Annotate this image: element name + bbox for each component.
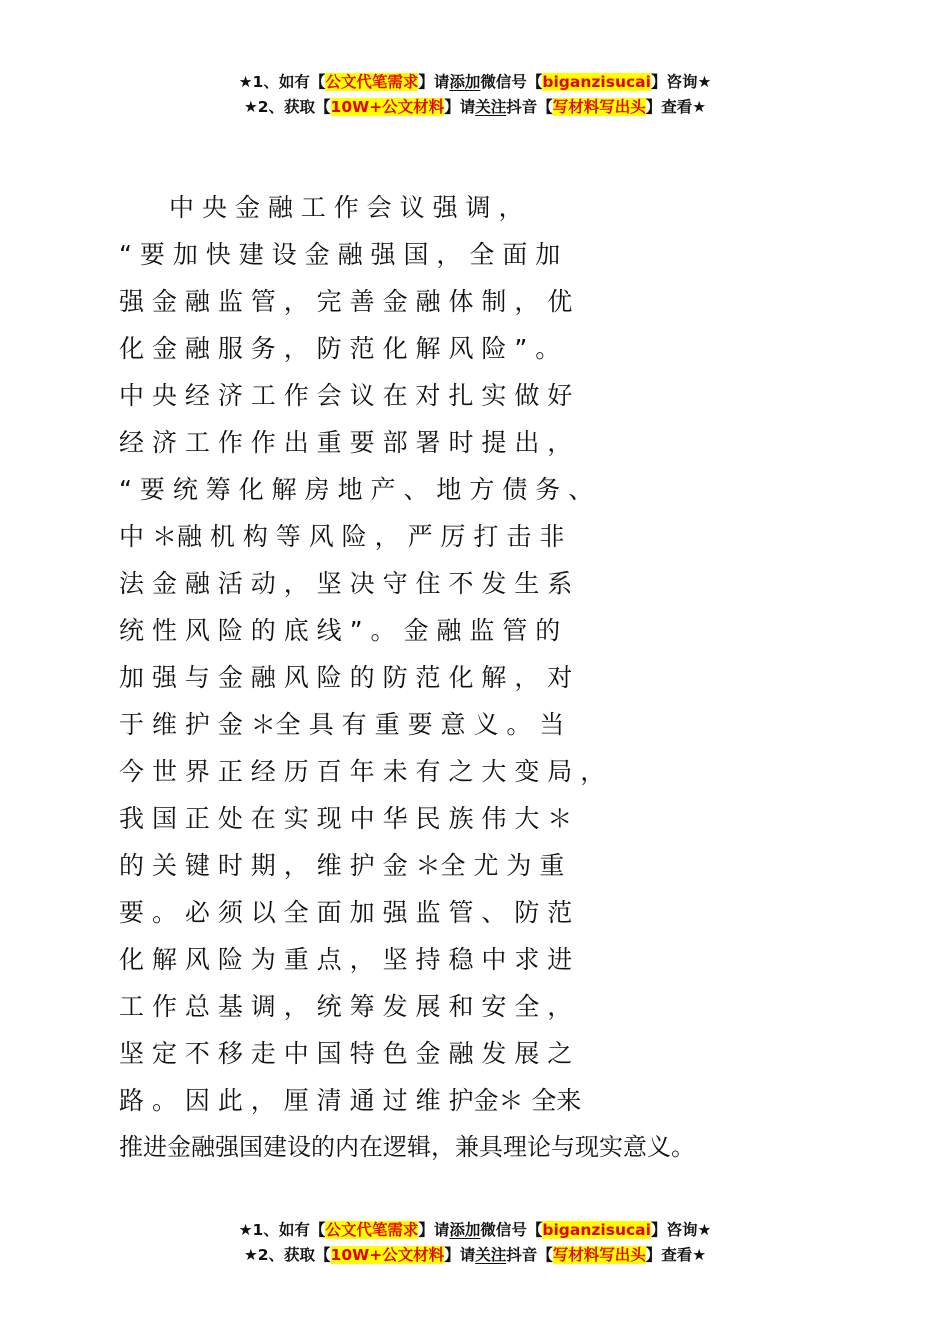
underlined-add: 添加 xyxy=(449,1221,481,1239)
body-line: 统 性 风 险 的 底 线 ” 。 金 融 监 管 的 xyxy=(119,616,561,645)
underlined-add: 添加 xyxy=(449,73,481,91)
body-line: 加 强 与 金 融 风 险 的 防 范 化 解 ， 对 xyxy=(119,663,573,692)
body-line: 化 解 风 险 为 重 点 ， 坚 持 稳 中 求 进 xyxy=(119,945,573,974)
body-line: 化 金 融 服 务 ， 防 范 化 解 风 险 ” 。 xyxy=(119,334,561,363)
body-line: 于 维 护 金 ＊全 具 有 重 要 意 义 。 当 xyxy=(119,710,565,739)
footer-line-1-wechat-label: 微信号【 xyxy=(480,1221,543,1239)
header-line-1-suffix: 】咨询★ xyxy=(650,73,712,91)
header-line-2-suffix: 】查看★ xyxy=(645,98,707,116)
underlined-follow: 关注 xyxy=(475,1246,507,1264)
highlight-materials: 10W+公文材料 xyxy=(330,1246,445,1264)
highlight-materials: 10W+公文材料 xyxy=(330,98,445,116)
header-line-2-douyin-label: 抖音【 xyxy=(506,98,553,116)
underlined-follow: 关注 xyxy=(475,98,507,116)
body-line: 坚 定 不 移 走 中 国 特 色 金 融 发 展 之 xyxy=(119,1039,573,1068)
footer-line-2-douyin-label: 抖音【 xyxy=(506,1246,553,1264)
body-line: “ 要 加 快 建 设 金 融 强 国 ， 全 面 加 xyxy=(119,240,561,269)
highlight-ghostwriting-service: 公文代笔需求 xyxy=(325,1221,419,1239)
body-line: “ 要 统 筹 化 解 房 地 产 、 地 方 债 务 、 xyxy=(119,475,594,504)
footer-banner xyxy=(0,1218,950,1268)
footer-line-1-text: 】请 xyxy=(418,1221,450,1239)
header-line-1-prefix: ★1、如有【 xyxy=(238,73,326,91)
footer-line-1 xyxy=(0,1218,950,1243)
header-line-2-prefix: ★2、获取【 xyxy=(243,98,331,116)
footer-line-2 xyxy=(0,1243,950,1268)
body-line: 工 作 总 基 调 ， 统 筹 发 展 和 安 全 ， xyxy=(119,992,573,1021)
body-line: 法 金 融 活 动 ， 坚 决 守 住 不 发 生 系 xyxy=(119,569,573,598)
body-line: 今 世 界 正 经 历 百 年 未 有 之 大 变 局 ， xyxy=(119,757,606,786)
body-line: 中 央 金 融 工 作 会 议 强 调 ， xyxy=(119,193,524,222)
body-line: 的 关 键 时 期 ， 维 护 金 ＊全 尤 为 重 xyxy=(119,851,565,880)
footer-line-2-suffix: 】查看★ xyxy=(645,1246,707,1264)
body-line: 经 济 工 作 作 出 重 要 部 署 时 提 出 ， xyxy=(119,428,573,457)
footer-line-2-text: 】请 xyxy=(444,1246,476,1264)
body-line: 我 国 正 处 在 实 现 中 华 民 族 伟 大 ＊ xyxy=(119,804,573,833)
body-line: 中 央 经 济 工 作 会 议 在 对 扎 实 做 好 xyxy=(119,381,573,410)
header-banner xyxy=(0,70,950,120)
body-line: 中 ＊融 机 构 等 风 险 ， 严 厉 打 击 非 xyxy=(119,522,565,551)
body-line: 要 。 必 须 以 全 面 加 强 监 管 、 防 范 xyxy=(119,898,573,927)
body-line: 强 金 融 监 管 ， 完 善 金 融 体 制 ， 优 xyxy=(119,287,573,316)
footer-line-1-prefix: ★1、如有【 xyxy=(238,1221,326,1239)
highlight-wechat-id: biganzisucai xyxy=(542,1221,651,1239)
body-line-last: 推进金融强国建设的内在逻辑，兼具理论与现实意义。 xyxy=(119,1133,695,1161)
body-line: 路 。 因 此 ， 厘 清 通 过 维 护金＊ 全来 xyxy=(119,1086,582,1115)
header-line-2 xyxy=(0,95,950,120)
highlight-douyin-account: 写材料写出头 xyxy=(552,98,646,116)
footer-line-1-suffix: 】咨询★ xyxy=(650,1221,712,1239)
highlight-douyin-account: 写材料写出头 xyxy=(552,1246,646,1264)
header-line-1 xyxy=(0,70,950,95)
footer-line-2-prefix: ★2、获取【 xyxy=(243,1246,331,1264)
highlight-ghostwriting-service: 公文代笔需求 xyxy=(325,73,419,91)
header-line-1-wechat-label: 微信号【 xyxy=(480,73,543,91)
highlight-wechat-id: biganzisucai xyxy=(542,73,651,91)
header-line-1-text: 】请 xyxy=(418,73,450,91)
header-line-2-text: 】请 xyxy=(444,98,476,116)
